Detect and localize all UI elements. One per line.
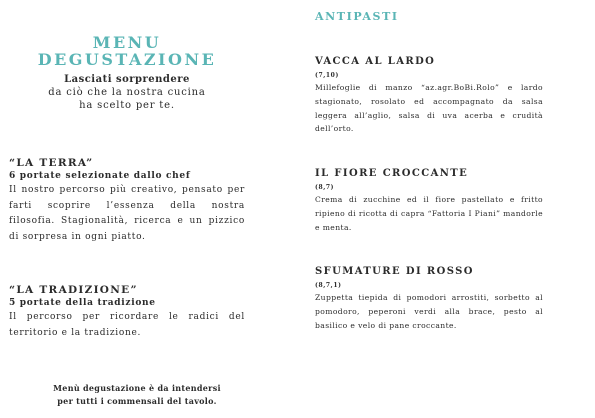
dish-name: IL FIORE CROCCANTE: [315, 168, 469, 179]
dish-il-fiore-croccante: [315, 168, 543, 234]
dish-sfumature-di-rosso: [315, 266, 543, 332]
menu-title-line2: DEGUSTAZIONE: [37, 50, 217, 69]
left-column: [9, 0, 245, 418]
course-la-tradizione: [9, 284, 245, 341]
dish-allergens: (8,7): [315, 184, 335, 191]
intro-text: [9, 73, 245, 112]
dish-name: SFUMATURE DI ROSSO: [315, 266, 474, 277]
course-subtitle: 5 portate della tradizione: [9, 298, 156, 308]
dish-name: VACCA AL LARDO: [315, 56, 436, 67]
course-description: Il percorso per ricordare le radici del territorio e la tradizione.: [9, 312, 245, 338]
section-title-antipasti: ANTIPASTI: [315, 10, 399, 23]
dish-allergens: (8,7,1): [315, 282, 342, 289]
course-subtitle: 6 portate selezionate dallo chef: [9, 171, 191, 181]
course-title: “LA TERRA”: [9, 157, 94, 169]
right-column: [313, 0, 543, 418]
dish-description: Crema di zucchine ed il fiore pastellato e fritto ripieno di ricotta di capra “Fattoria I Piani” mandorle e menta.: [315, 195, 543, 232]
footer-note: [19, 382, 255, 408]
course-la-terra: [9, 157, 245, 245]
dish-description: Millefoglie di manzo “az.agr.BoBi.Rolo” e lardo stagionato, rosolato ed accompagnato da salsa leggera all’aglio, salsa di uva acerba e crudità dell’orto.: [315, 83, 543, 134]
dish-vacca-al-lardo: [315, 56, 543, 136]
intro-bold: Lasciati sorprendere: [64, 74, 190, 85]
course-title: “LA TRADIZIONE”: [9, 284, 138, 296]
note-line2: per tutti i commensali del tavolo.: [57, 396, 217, 406]
dish-allergens: (7,10): [315, 72, 339, 79]
menu-title: [9, 34, 245, 68]
intro-line3: ha scelto per te.: [79, 100, 175, 111]
dish-description: Zuppetta tiepida di pomodori arrostiti, sorbetto al pomodoro, peperoni verdi alla brace, pesto al basilico e velo di pane croccante.: [315, 293, 543, 330]
intro-line2: da ciò che la nostra cucina: [48, 87, 206, 98]
note-line1: Menù degustazione è da intendersi: [53, 383, 221, 393]
menu-title-line1: MENU: [92, 33, 162, 52]
course-description: Il nostro percorso più creativo, pensato per farti scoprire l’essenza della nostra filosofia. Stagionalità, ricerca e un pizzico di sorpresa in ogni piatto.: [9, 185, 245, 242]
